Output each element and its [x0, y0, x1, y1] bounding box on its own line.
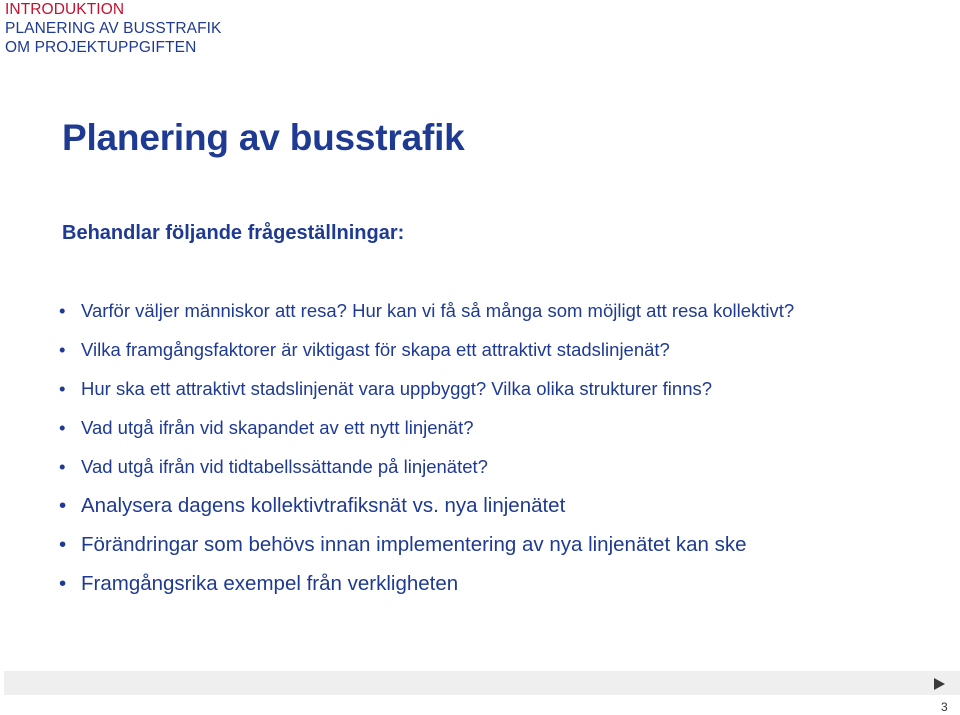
bullet-icon: •: [59, 572, 67, 595]
bullet-icon: •: [59, 533, 67, 556]
bullet-icon: •: [59, 417, 66, 438]
bullet-icon: •: [59, 494, 67, 517]
bullet-icon: •: [59, 300, 66, 321]
list-item-text: Förändringar som behövs innan implementering av nya linjenätet kan ske: [81, 533, 747, 556]
list-item: [55, 376, 855, 402]
list-item: [55, 454, 855, 480]
subtitle: Behandlar följande frågeställningar:: [62, 222, 405, 244]
bullet-list: [55, 298, 855, 610]
breadcrumb-item-planering[interactable]: PLANERING AV BUSSTRAFIK: [5, 20, 222, 37]
list-item: [55, 415, 855, 441]
list-item-text: Hur ska ett attraktivt stadslinjenät vara uppbyggt? Vilka olika strukturer finns?: [81, 378, 713, 399]
breadcrumb: [5, 0, 221, 57]
list-item-text: Varför väljer människor att resa? Hur kan vi få så många som möjligt att resa kollektivt?: [81, 300, 795, 321]
list-item: [55, 298, 855, 324]
bullet-icon: •: [59, 339, 66, 360]
list-item-text: Vilka framgångsfaktorer är viktigast för skapa ett attraktivt stadslinjenät?: [81, 339, 670, 360]
list-item-text: Analysera dagens kollektivtrafiksnät vs. nya linjenätet: [81, 494, 566, 517]
play-triangle-icon[interactable]: [934, 678, 945, 690]
list-item: [55, 571, 855, 597]
breadcrumb-item-projektuppgiften[interactable]: OM PROJEKTUPPGIFTEN: [5, 39, 197, 56]
bullet-icon: •: [59, 378, 66, 399]
list-item: [55, 493, 855, 519]
list-item: [55, 337, 855, 363]
footer-bar: [4, 671, 960, 695]
list-item: [55, 532, 855, 558]
bullet-icon: •: [59, 456, 66, 477]
list-item-text: Vad utgå ifrån vid tidtabellssättande på linjenätet?: [81, 456, 488, 477]
list-item-text: Framgångsrika exempel från verkligheten: [81, 572, 459, 595]
page-title: Planering av busstrafik: [62, 117, 465, 158]
breadcrumb-item-introduktion[interactable]: INTRODUKTION: [5, 1, 125, 18]
page-number: 3: [941, 700, 948, 714]
list-item-text: Vad utgå ifrån vid skapandet av ett nytt linjenät?: [81, 417, 474, 438]
